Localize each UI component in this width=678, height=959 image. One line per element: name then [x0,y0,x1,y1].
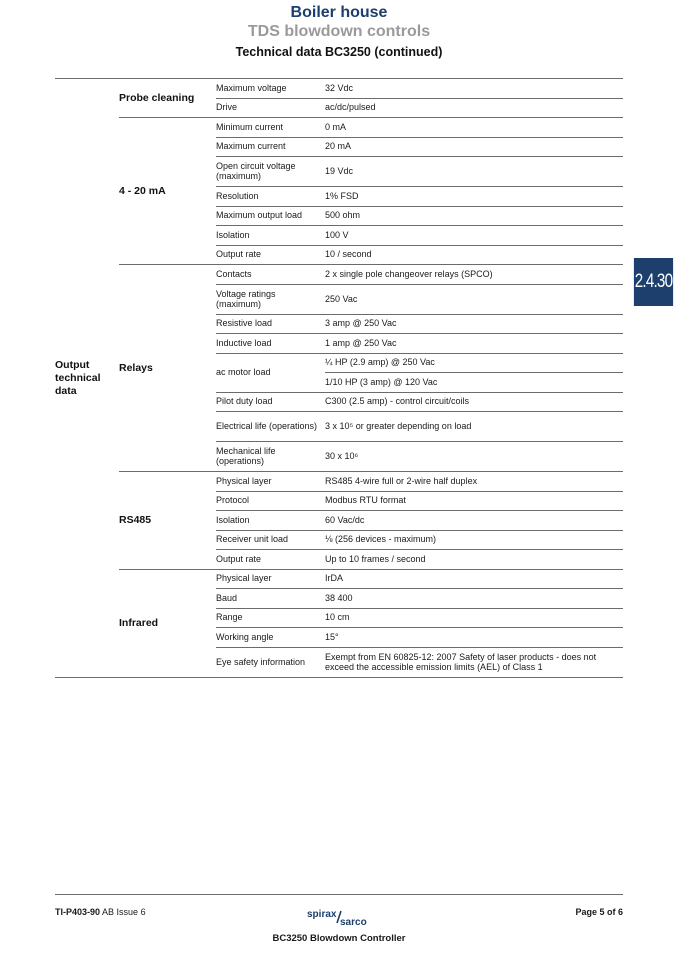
spec-value: ac/dc/pulsed [325,102,376,113]
spec-label: Mechanical life (operations) [216,446,276,466]
spec-value: C300 (2.5 amp) - control circuit/coils [325,396,470,407]
doc-reference [55,907,146,917]
section-tab: 2.4.30 [634,258,673,306]
spec-label: Eye safety information [216,656,306,667]
spec-label: Contacts [216,268,252,279]
spirax-sarco-logo [300,903,380,929]
spec-label: Output rate [216,249,262,260]
spec-value: 250 Vac [325,293,358,304]
doc-code: TI-P403-90 [55,907,101,917]
spec-value: ¼ HP (2.9 amp) @ 250 Vac [325,357,435,368]
spec-label: Resistive load [216,318,273,329]
doc-issue: AB Issue 6 [102,907,146,917]
spec-value: 3 amp @ 250 Vac [325,318,397,329]
spec-value: Up to 10 frames / second [325,553,426,564]
spec-label: Physical layer [216,475,272,486]
spec-label: Protocol [216,495,250,506]
spec-value: 2 x single pole changeover relays (SPCO) [325,268,493,279]
spec-label: Maximum output load [216,210,303,221]
table-bottom-rule [55,677,623,678]
spec-value: 32 Vdc [325,82,354,93]
spec-value: 10 cm [325,612,350,623]
spec-label: Working angle [216,631,274,642]
spec-value: 0 mA [325,121,347,132]
spec-label: Resolution [216,190,259,201]
logo-text-bottom: sarco [340,917,367,928]
footer-divider [55,894,623,895]
spec-value: 500 ohm [325,210,361,221]
spec-value: 1/10 HP (3 amp) @ 120 Vac [325,376,438,387]
spec-value: 3 x 10⁵ or greater depending on load [325,421,472,431]
group-label: Relays [119,361,153,374]
spec-value: ⅛ (256 devices - maximum) [325,534,437,545]
spec-label: Receiver unit load [216,534,289,545]
page-subtitle: TDS blowdown controls [247,23,431,40]
spec-value: 60 Vac/dc [325,514,365,525]
spec-value: 10 / second [325,249,372,260]
spec-value: Modbus RTU format [325,495,406,506]
spec-value: 19 Vdc [325,166,354,176]
spec-label: Pilot duty load [216,396,273,407]
logo-text-top: spirax [307,909,337,920]
spec-value: RS485 4-wire full or 2-wire half duplex [325,475,478,486]
spec-value: 20 mA [325,141,352,152]
spec-value: 38 400 [325,592,353,603]
spec-label: Open circuit voltage (maximum) [216,161,296,181]
spec-label: Isolation [216,229,250,240]
spec-label: Maximum voltage [216,82,287,93]
spec-value: 1 amp @ 250 Vac [325,337,397,348]
outer-label: Output technical data [55,359,101,397]
spec-label: Maximum current [216,141,286,152]
spec-label: Minimum current [216,121,284,132]
spec-label: Physical layer [216,573,272,584]
spec-label: Voltage ratings (maximum) [216,288,276,309]
group-label: Infrared [119,616,159,629]
spec-label: Electrical life (operations) [216,421,318,431]
section-title: Technical data BC3250 (continued) [235,45,443,59]
spec-label: Range [216,612,243,623]
group-label: 4 - 20 mA [119,184,166,197]
spec-value: 15° [325,631,339,642]
page-number: Page 5 of 6 [575,907,623,917]
spec-value: 100 V [325,229,349,240]
spec-label: Baud [216,592,238,603]
spec-label: Inductive load [216,337,272,348]
spec-value: IrDA [325,573,343,584]
spec-label: ac motor load [216,367,271,377]
spec-label: Drive [216,102,238,113]
group-label: Probe cleaning [119,91,195,104]
spec-label: Isolation [216,514,250,525]
spec-value: 1% FSD [325,190,359,201]
spec-label: Output rate [216,553,262,564]
spec-value: 30 x 10⁶ [325,451,359,461]
page-title: Boiler house [290,4,388,21]
spec-value: Exempt from EN 60825-12: 2007 Safety of laser products - does not exceed the accessible emission limits (AEL) of Class 1 [325,651,597,672]
product-name: BC3250 Blowdown Controller [272,933,406,944]
group-label: RS485 [119,513,152,526]
